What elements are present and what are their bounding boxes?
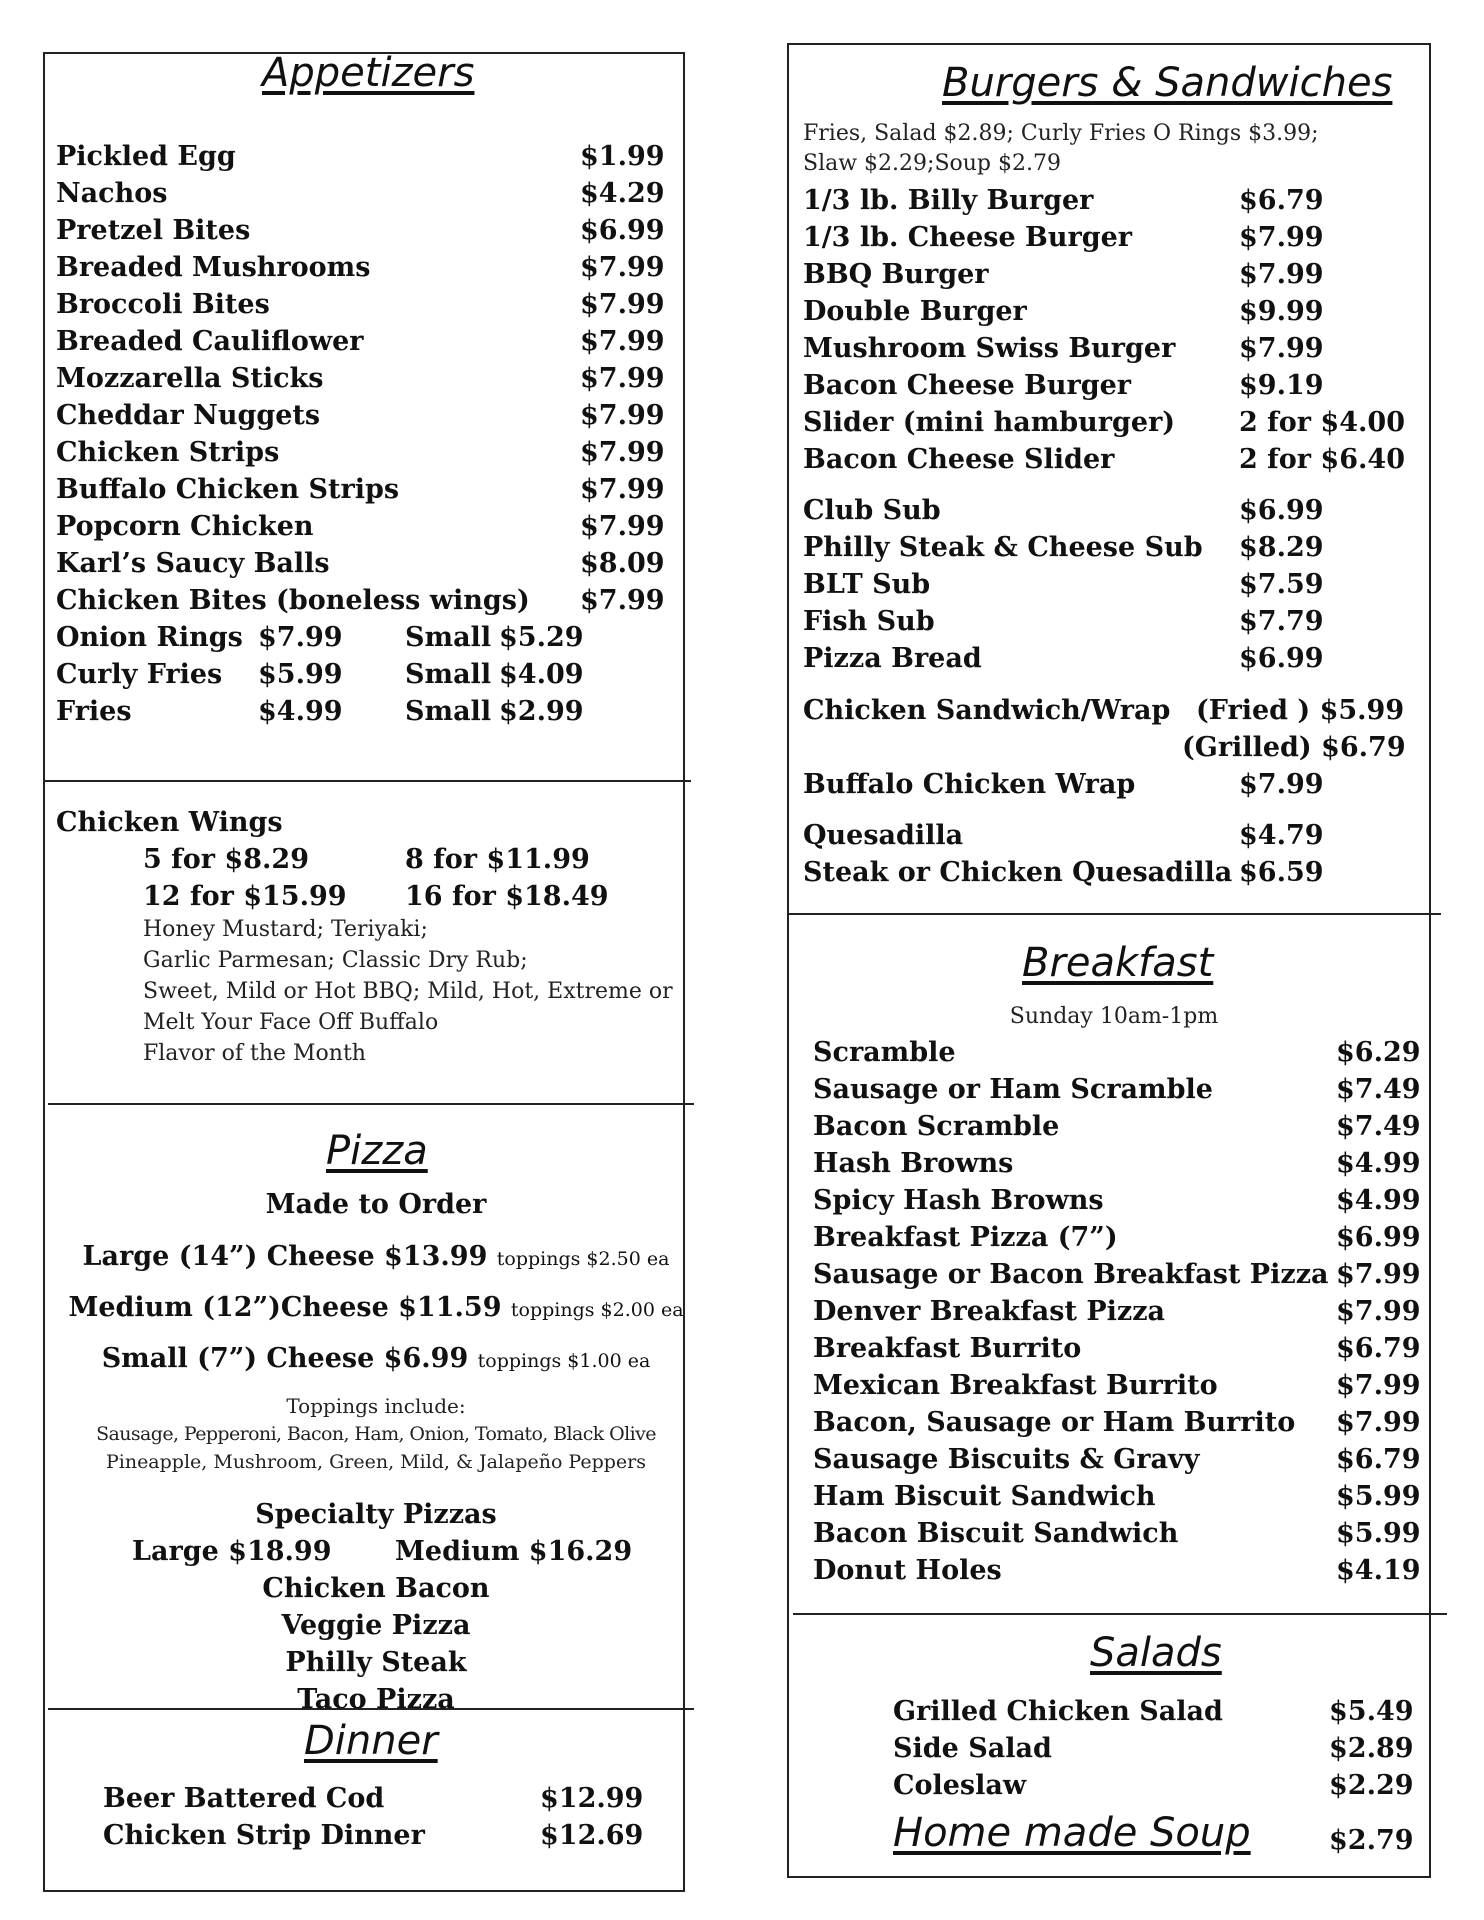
- list-item: Broccoli Bites: [56, 289, 270, 320]
- side-item: Curly Fries: [56, 659, 223, 690]
- list-item-price: $7.99: [580, 326, 665, 357]
- list-item: Bacon Cheese Burger: [803, 370, 1132, 401]
- list-item: Buffalo Chicken Strips: [56, 474, 400, 505]
- wings-option: 12 for $15.99: [143, 881, 347, 912]
- list-item: Quesadilla: [803, 820, 964, 851]
- specialty-item: Chicken Bacon: [262, 1573, 490, 1604]
- pizza-size-small: [43, 1340, 709, 1380]
- list-item-price: $4.19: [1336, 1555, 1421, 1586]
- list-item: Bacon Scramble: [813, 1111, 1060, 1142]
- list-item-price: $7.99: [1239, 333, 1324, 364]
- toppings-list: Pineapple, Mushroom, Green, Mild, & Jalapeño Peppers: [105, 1451, 647, 1473]
- divider: [43, 780, 691, 782]
- list-item-price: $8.29: [1239, 532, 1324, 563]
- list-item-price: $7.99: [580, 474, 665, 505]
- dinner-heading: Dinner: [304, 1718, 438, 1764]
- list-item: Bacon Biscuit Sandwich: [813, 1518, 1179, 1549]
- pizza-toppings-price: toppings $2.50 ea: [496, 1248, 670, 1270]
- specialty-medium-price: Medium $16.29: [395, 1536, 633, 1567]
- specialty-item: Veggie Pizza: [281, 1610, 471, 1641]
- list-item: Mushroom Swiss Burger: [803, 333, 1176, 364]
- pizza-size-medium: [43, 1289, 709, 1329]
- side-item-small-price: $5.29: [499, 622, 584, 653]
- list-item: Side Salad: [893, 1733, 1052, 1764]
- list-item: Buffalo Chicken Wrap: [803, 769, 1136, 800]
- list-item-price: $7.79: [1239, 606, 1324, 637]
- list-item: Pretzel Bites: [56, 215, 251, 246]
- list-item: Steak or Chicken Quesadilla: [803, 857, 1233, 888]
- list-item-price: $5.49: [1329, 1696, 1414, 1727]
- list-item: Bacon Cheese Slider: [803, 444, 1115, 475]
- list-item-price: $5.99: [1336, 1481, 1421, 1512]
- breakfast-heading: Breakfast: [1022, 940, 1214, 986]
- pizza-toppings-price: toppings $2.00 ea: [510, 1299, 684, 1321]
- pizza-toppings-price: toppings $1.00 ea: [477, 1350, 651, 1372]
- list-item: Breakfast Pizza (7”): [813, 1222, 1118, 1253]
- side-item: Fries: [56, 696, 132, 727]
- list-item-price: $4.99: [1336, 1148, 1421, 1179]
- breakfast-hours: Sunday 10am-1pm: [1009, 1004, 1219, 1029]
- wings-flavor: Sweet, Mild or Hot BBQ; Mild, Hot, Extreme or: [143, 979, 673, 1004]
- list-item-price: $4.79: [1239, 820, 1324, 851]
- pizza-size-label: Medium (12”)Cheese $11.59: [68, 1292, 502, 1323]
- specialty-item: Taco Pizza: [297, 1684, 455, 1715]
- wings-flavor: Melt Your Face Off Buffalo: [143, 1010, 439, 1035]
- list-item-price: $7.99: [1336, 1296, 1421, 1327]
- list-item-price: $7.49: [1336, 1111, 1421, 1142]
- list-item-price: $4.99: [1336, 1185, 1421, 1216]
- list-item-price: $12.99: [540, 1783, 644, 1814]
- list-item: Beer Battered Cod: [103, 1783, 385, 1814]
- list-item-price: $6.99: [1239, 643, 1324, 674]
- list-item: 1/3 lb. Billy Burger: [803, 185, 1094, 216]
- list-item: Sausage or Bacon Breakfast Pizza: [813, 1259, 1329, 1290]
- list-item: Cheddar Nuggets: [56, 400, 321, 431]
- side-item-price: $5.99: [258, 659, 343, 690]
- list-item: Club Sub: [803, 495, 941, 526]
- list-item-price: $9.19: [1239, 370, 1324, 401]
- burgers-heading: Burgers & Sandwiches: [942, 60, 1393, 106]
- list-item: Mexican Breakfast Burrito: [813, 1370, 1218, 1401]
- pizza-subtitle: Made to Order: [265, 1189, 487, 1220]
- list-item: Fish Sub: [803, 606, 935, 637]
- list-item: Sausage Biscuits & Gravy: [813, 1444, 1200, 1475]
- side-item-price: $7.99: [258, 622, 343, 653]
- list-item: Pizza Bread: [803, 643, 982, 674]
- side-item: Onion Rings: [56, 622, 243, 653]
- list-item: Popcorn Chicken: [56, 511, 314, 542]
- list-item-price: (Grilled) $6.79: [1182, 732, 1406, 763]
- soup-price: $2.79: [1329, 1825, 1414, 1856]
- list-item-price: $7.99: [580, 585, 665, 616]
- list-item: Mozzarella Sticks: [56, 363, 324, 394]
- divider: [787, 913, 1441, 915]
- list-item: Bacon, Sausage or Ham Burrito: [813, 1407, 1296, 1438]
- list-item-price: $6.79: [1239, 185, 1324, 216]
- specialty-large-price: Large $18.99: [132, 1536, 332, 1567]
- list-item: Breaded Mushrooms: [56, 252, 371, 283]
- salads-heading: Salads: [1090, 1630, 1222, 1676]
- list-item-price: $7.99: [1239, 222, 1324, 253]
- divider: [793, 1613, 1447, 1615]
- list-item: Chicken Strip Dinner: [103, 1820, 425, 1851]
- toppings-list: Sausage, Pepperoni, Bacon, Ham, Onion, Tomato, Black Olive: [96, 1423, 656, 1445]
- list-item-price: $5.99: [1336, 1518, 1421, 1549]
- wings-flavor: Flavor of the Month: [143, 1041, 366, 1066]
- list-item: Hash Browns: [813, 1148, 1014, 1179]
- list-item-price: $7.99: [580, 400, 665, 431]
- sides-note: Slaw $2.29;Soup $2.79: [803, 151, 1061, 176]
- pizza-size-large: [43, 1238, 709, 1278]
- wings-flavor: Garlic Parmesan; Classic Dry Rub;: [143, 948, 528, 973]
- wings-option: 16 for $18.49: [405, 881, 609, 912]
- list-item: Slider (mini hamburger): [803, 407, 1176, 438]
- list-item-price: $7.99: [580, 252, 665, 283]
- soup-heading: Home made Soup: [893, 1810, 1251, 1856]
- wings-option: 5 for $8.29: [143, 844, 309, 875]
- list-item: Chicken Strips: [56, 437, 280, 468]
- list-item: Philly Steak & Cheese Sub: [803, 532, 1203, 563]
- pizza-size-label: Small (7”) Cheese $6.99: [101, 1343, 469, 1374]
- list-item-price: 2 for $4.00: [1239, 407, 1405, 438]
- wings-option: 8 for $11.99: [405, 844, 590, 875]
- list-item: Sausage or Ham Scramble: [813, 1074, 1213, 1105]
- list-item: Denver Breakfast Pizza: [813, 1296, 1166, 1327]
- list-item: Double Burger: [803, 296, 1027, 327]
- list-item-price: $8.09: [580, 548, 665, 579]
- side-item-small-label: Small: [405, 696, 492, 727]
- list-item-price: $4.29: [580, 178, 665, 209]
- pizza-size-label: Large (14”) Cheese $13.99: [82, 1241, 488, 1272]
- list-item-price: $6.79: [1336, 1444, 1421, 1475]
- list-item-price: $6.29: [1336, 1037, 1421, 1068]
- list-item: Pickled Egg: [56, 141, 236, 172]
- list-item-price: $7.99: [580, 437, 665, 468]
- side-item-small-price: $4.09: [499, 659, 584, 690]
- side-item-small-label: Small: [405, 622, 492, 653]
- wings-heading: Chicken Wings: [56, 807, 283, 838]
- list-item-price: $7.99: [580, 289, 665, 320]
- side-item-small-label: Small: [405, 659, 492, 690]
- list-item-price: 2 for $6.40: [1239, 444, 1405, 475]
- list-item-price: $7.99: [580, 511, 665, 542]
- list-item-price: $6.99: [1239, 495, 1324, 526]
- list-item-price: (Fried ) $5.99: [1196, 695, 1405, 726]
- list-item-price: $7.99: [1239, 769, 1324, 800]
- list-item-price: $7.99: [1239, 259, 1324, 290]
- list-item: Chicken Sandwich/Wrap: [803, 695, 1171, 726]
- list-item-price: $6.99: [580, 215, 665, 246]
- list-item: Breakfast Burrito: [813, 1333, 1082, 1364]
- list-item: BBQ Burger: [803, 259, 989, 290]
- list-item-price: $7.99: [1336, 1259, 1421, 1290]
- list-item-price: $7.99: [580, 363, 665, 394]
- list-item: Chicken Bites (boneless wings): [56, 585, 530, 616]
- list-item-price: $7.49: [1336, 1074, 1421, 1105]
- list-item-price: $6.59: [1239, 857, 1324, 888]
- list-item-price: $2.89: [1329, 1733, 1414, 1764]
- list-item: Karl’s Saucy Balls: [56, 548, 330, 579]
- pizza-heading: Pizza: [326, 1128, 428, 1174]
- wings-flavor: Honey Mustard; Teriyaki;: [143, 917, 428, 942]
- list-item: Ham Biscuit Sandwich: [813, 1481, 1156, 1512]
- list-item-price: $6.79: [1336, 1333, 1421, 1364]
- list-item-price: $6.99: [1336, 1222, 1421, 1253]
- list-item-price: $7.99: [1336, 1370, 1421, 1401]
- list-item-price: $7.59: [1239, 569, 1324, 600]
- list-item: Grilled Chicken Salad: [893, 1696, 1223, 1727]
- list-item: 1/3 lb. Cheese Burger: [803, 222, 1132, 253]
- appetizers-heading: Appetizers: [262, 50, 475, 96]
- list-item: BLT Sub: [803, 569, 931, 600]
- list-item-price: $1.99: [580, 141, 665, 172]
- list-item: Nachos: [56, 178, 168, 209]
- sides-note: Fries, Salad $2.89; Curly Fries O Rings $3.99;: [803, 121, 1319, 146]
- side-item-small-price: $2.99: [499, 696, 584, 727]
- divider: [48, 1103, 694, 1105]
- list-item: Scramble: [813, 1037, 956, 1068]
- list-item: Breaded Cauliflower: [56, 326, 364, 357]
- list-item: Coleslaw: [893, 1770, 1027, 1801]
- side-item-price: $4.99: [258, 696, 343, 727]
- list-item-price: $12.69: [540, 1820, 644, 1851]
- specialty-item: Philly Steak: [285, 1647, 467, 1678]
- list-item: Donut Holes: [813, 1555, 1002, 1586]
- list-item-price: $9.99: [1239, 296, 1324, 327]
- list-item: Spicy Hash Browns: [813, 1185, 1104, 1216]
- specialty-title: Specialty Pizzas: [255, 1499, 497, 1530]
- list-item-price: $7.99: [1336, 1407, 1421, 1438]
- list-item-price: $2.29: [1329, 1770, 1414, 1801]
- toppings-title: Toppings include:: [286, 1394, 466, 1418]
